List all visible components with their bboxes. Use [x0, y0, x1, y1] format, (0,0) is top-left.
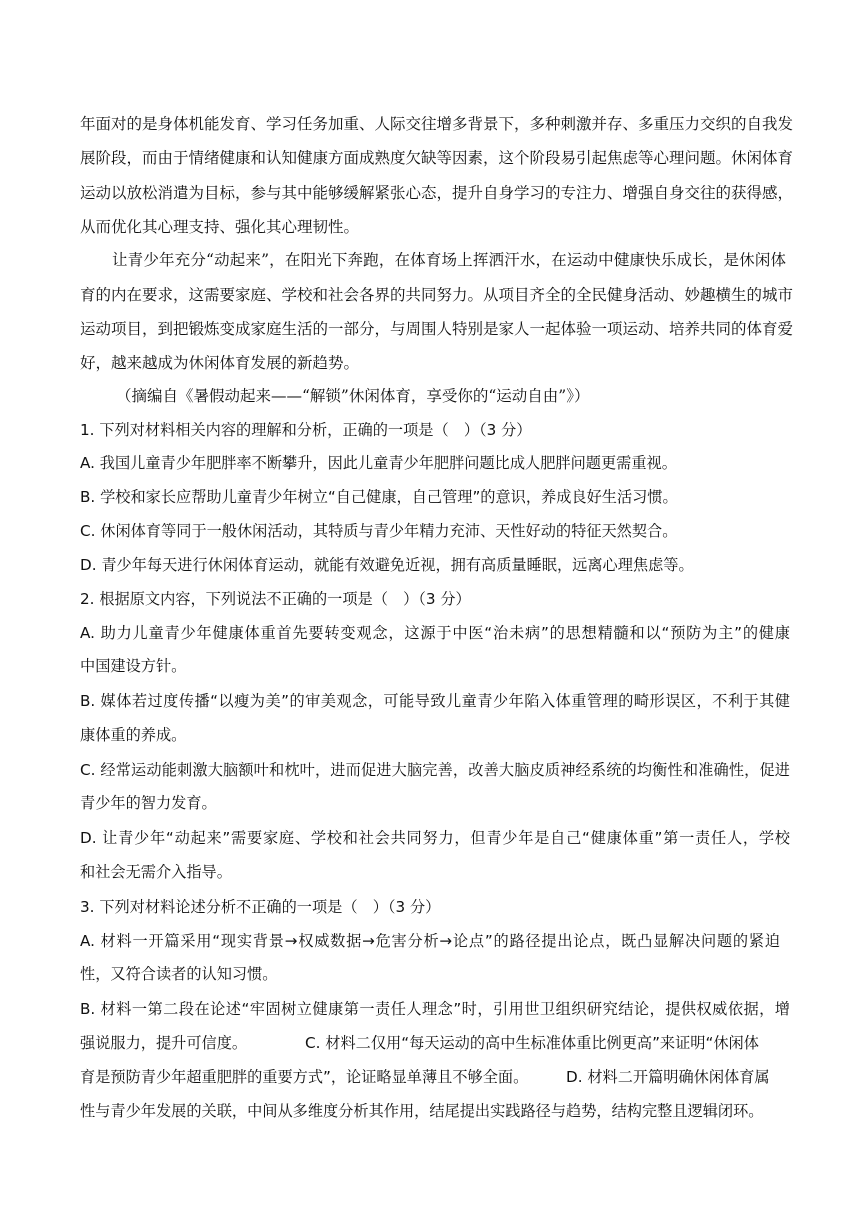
question-2-option-a-line1: A. 助力儿童青少年健康体重首先要转变观念，这源于中医“治未病”的思想精髓和以“预防为主”的健康 [80, 624, 790, 642]
question-2-option-a-line2: 中国建设方针。 [80, 657, 187, 675]
passage-para2-line3: 运动项目，到把锻炼变成家庭生活的一部分，与周围人特别是家人一起体验一项运动、培养共同的体育爱 [80, 320, 794, 338]
question-3-option-a-line1: A. 材料一开篇采用“现实背景→权威数据→危害分析→论点”的路径提出论点，既凸显解决问题的紧迫 [80, 932, 780, 950]
question-3-option-b-line1: B. 材料一第二段在论述“牢固树立健康第一责任人理念”时，引用世卫组织研究结论，提供权威依据，增 [80, 1000, 790, 1018]
question-3-option-c-line2: 育是预防青少年超重肥胖的重要方式”，论证略显单薄且不够全面。 [80, 1068, 529, 1086]
passage-para2-line1: 让青少年充分“动起来”，在阳光下奔跑，在体育场上挥洒汗水，在运动中健康快乐成长，是休闲体 [112, 251, 786, 269]
passage-source: （摘编自《暑假动起来——“解锁”休闲体育，享受你的“运动自由”》） [116, 387, 590, 405]
question-2-option-d-line2: 和社会无需介入指导。 [80, 863, 232, 881]
question-2-stem: 2. 根据原文内容，下列说法不正确的一项是（ ）（3 分） [80, 590, 471, 608]
question-2-option-c-line1: C. 经常运动能刺激大脑额叶和枕叶，进而促进大脑完善，改善大脑皮质神经系统的均衡性和准确性，促进 [80, 761, 790, 779]
question-3-option-c-line1: C. 材料二仅用“每天运动的高中生标准体重比例更高”来证明“休闲体 [305, 1034, 759, 1052]
question-1-option-c: C. 休闲体育等同于一般休闲活动，其特质与青少年精力充沛、天性好动的特征天然契合。 [80, 522, 678, 540]
question-2-option-b-line2: 康体重的养成。 [80, 726, 187, 744]
question-2-option-b-line1: B. 媒体若过度传播“以瘦为美”的审美观念，可能导致儿童青少年陷入体重管理的畸形误区，不利于其健 [80, 692, 790, 710]
question-2-option-d-line1: D. 让青少年“动起来”需要家庭、学校和社会共同努力，但青少年是自己“健康体重”第一责任人，学校 [80, 829, 790, 847]
question-2-option-c-line2: 青少年的智力发育。 [80, 794, 217, 812]
passage-para2-line4: 好，越来越成为休闲体育发展的新趋势。 [80, 354, 360, 372]
question-3-option-b-line2: 强说服力，提升可信度。 [80, 1034, 248, 1052]
passage-para1-line2: 展阶段，而由于情绪健康和认知健康方面成熟度欠缺等因素，这个阶段易引起焦虑等心理问题。休闲体育 [80, 149, 794, 167]
question-3-option-d-line1: D. 材料二开篇明确休闲体育属 [566, 1068, 770, 1086]
question-3-option-d-line2: 性与青少年发展的关联，中间从多维度分析其作用，结尾提出实践路径与趋势，结构完整且逻辑闭环。 [80, 1102, 764, 1120]
passage-para1-line1: 年面对的是身体机能发育、学习任务加重、人际交往增多背景下，多种刺激并存、多重压力交织的自我发 [80, 115, 794, 133]
passage-para1-line3: 运动以放松消遣为目标，参与其中能够缓解紧张心态，提升自身学习的专注力、增强自身交往的获得感， [80, 184, 794, 202]
passage-para1-line4: 从而优化其心理支持、强化其心理韧性。 [80, 218, 360, 236]
question-1-option-b: B. 学校和家长应帮助儿童青少年树立“自己健康，自己管理”的意识，养成良好生活习惯。 [80, 488, 678, 506]
question-3-option-a-line2: 性，又符合读者的认知习惯。 [80, 965, 278, 983]
question-1-option-d: D. 青少年每天进行休闲体育运动，就能有效避免近视，拥有高质量睡眠，远离心理焦虑等。 [80, 556, 694, 574]
question-3-stem: 3. 下列对材料论述分析不正确的一项是（ ）（3 分） [80, 898, 441, 916]
passage-para2-line2: 育的内在要求，这需要家庭、学校和社会各界的共同努力。从项目齐全的全民健身活动、妙趣横生的城市 [80, 286, 794, 304]
question-1-stem: 1. 下列对材料相关内容的理解和分析，正确的一项是（ ）（3 分） [80, 421, 532, 439]
question-1-option-a: A. 我国儿童青少年肥胖率不断攀升，因此儿童青少年肥胖问题比成人肥胖问题更需重视。 [80, 454, 677, 472]
